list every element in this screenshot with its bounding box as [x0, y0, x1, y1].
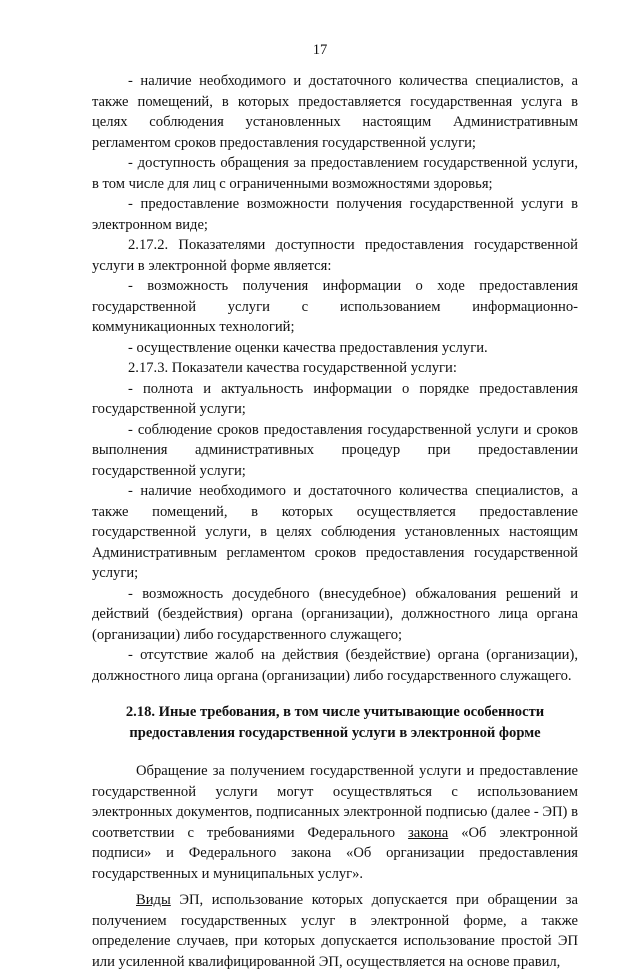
section-heading: [92, 702, 578, 743]
paragraph: - соблюдение сроков предоставления государственной услуги и сроков выполнения административных процедур при предоставлении государственной услуги;: [92, 421, 578, 479]
section-heading-line: 2.18. Иные требования, в том числе учитывающие особенности: [125, 704, 545, 720]
paragraph: - возможность досудебного (внесудебное) обжалования решений и действий (бездействия) органа (организации), должностного лица органа (организации) либо государственного служащего;: [92, 585, 578, 643]
text-run: Обращение за получением государственной услуги и предоставление государственной услуги могут осуществляться с использованием электронных документов, подписанных электронной подписью (далее - ЭП) в соответствии с требованиями Федерального: [92, 763, 578, 841]
text-run: «Об электронной подписи» и Федерального закона «Об организации предоставления государственных и муниципальных услуг».: [92, 824, 578, 882]
section-heading-line: предоставления государственной услуги в электронной форме: [129, 724, 541, 741]
paragraph: - предоставление возможности получения государственной услуги в электронном виде;: [92, 196, 578, 233]
paragraph: - возможность получения информации о ходе предоставления государственной услуги с использованием информационно-коммуникационных технологий;: [92, 278, 578, 335]
underlined-word: Виды: [136, 892, 171, 908]
paragraph: - наличие необходимого и достаточного количества специалистов, а также помещений, в которых предоставляется государственная услуга в целях соблюдения установленных настоящим Административным регламентом сроков предоставления государственной услуги;: [92, 73, 578, 151]
paragraph: - полнота и актуальность информации о порядке предоставления государственной услуги;: [92, 380, 578, 417]
paragraph: - осуществление оценки качества предоставления услуги.: [128, 339, 488, 356]
paragraph: [92, 890, 578, 972]
paragraph: - отсутствие жалоб на действия (бездействие) органа (организации), должностного лица органа (организации) либо государственного служащего.: [92, 647, 578, 684]
document-body: [92, 71, 578, 972]
paragraph: [92, 761, 578, 884]
paragraph: - наличие необходимого и достаточного количества специалистов, а также помещений, в которых осуществляется предоставление государственной услуги, в целях соблюдения установленных настоящим Административным регламентом сроков предоставления государственной услуги;: [92, 483, 578, 581]
underlined-word: закона: [408, 824, 449, 841]
paragraph: - доступность обращения за предоставлением государственной услуги, в том числе для лиц с ограниченными возможностями здоровья;: [92, 155, 578, 192]
paragraph: 2.17.3. Показатели качества государственной услуги:: [128, 360, 457, 376]
paragraph: 2.17.2. Показателями доступности предоставления государственной услуги в электронной форме является:: [92, 237, 578, 274]
text-run: ЭП, использование которых допускается при обращении за получением государственных услуг в электронной форме, а также определение случаев, при которых допускается использование простой ЭП или усиленной квалифицированной ЭП, осуществляется на основе правил,: [92, 892, 578, 970]
page-number: 17: [312, 42, 328, 58]
